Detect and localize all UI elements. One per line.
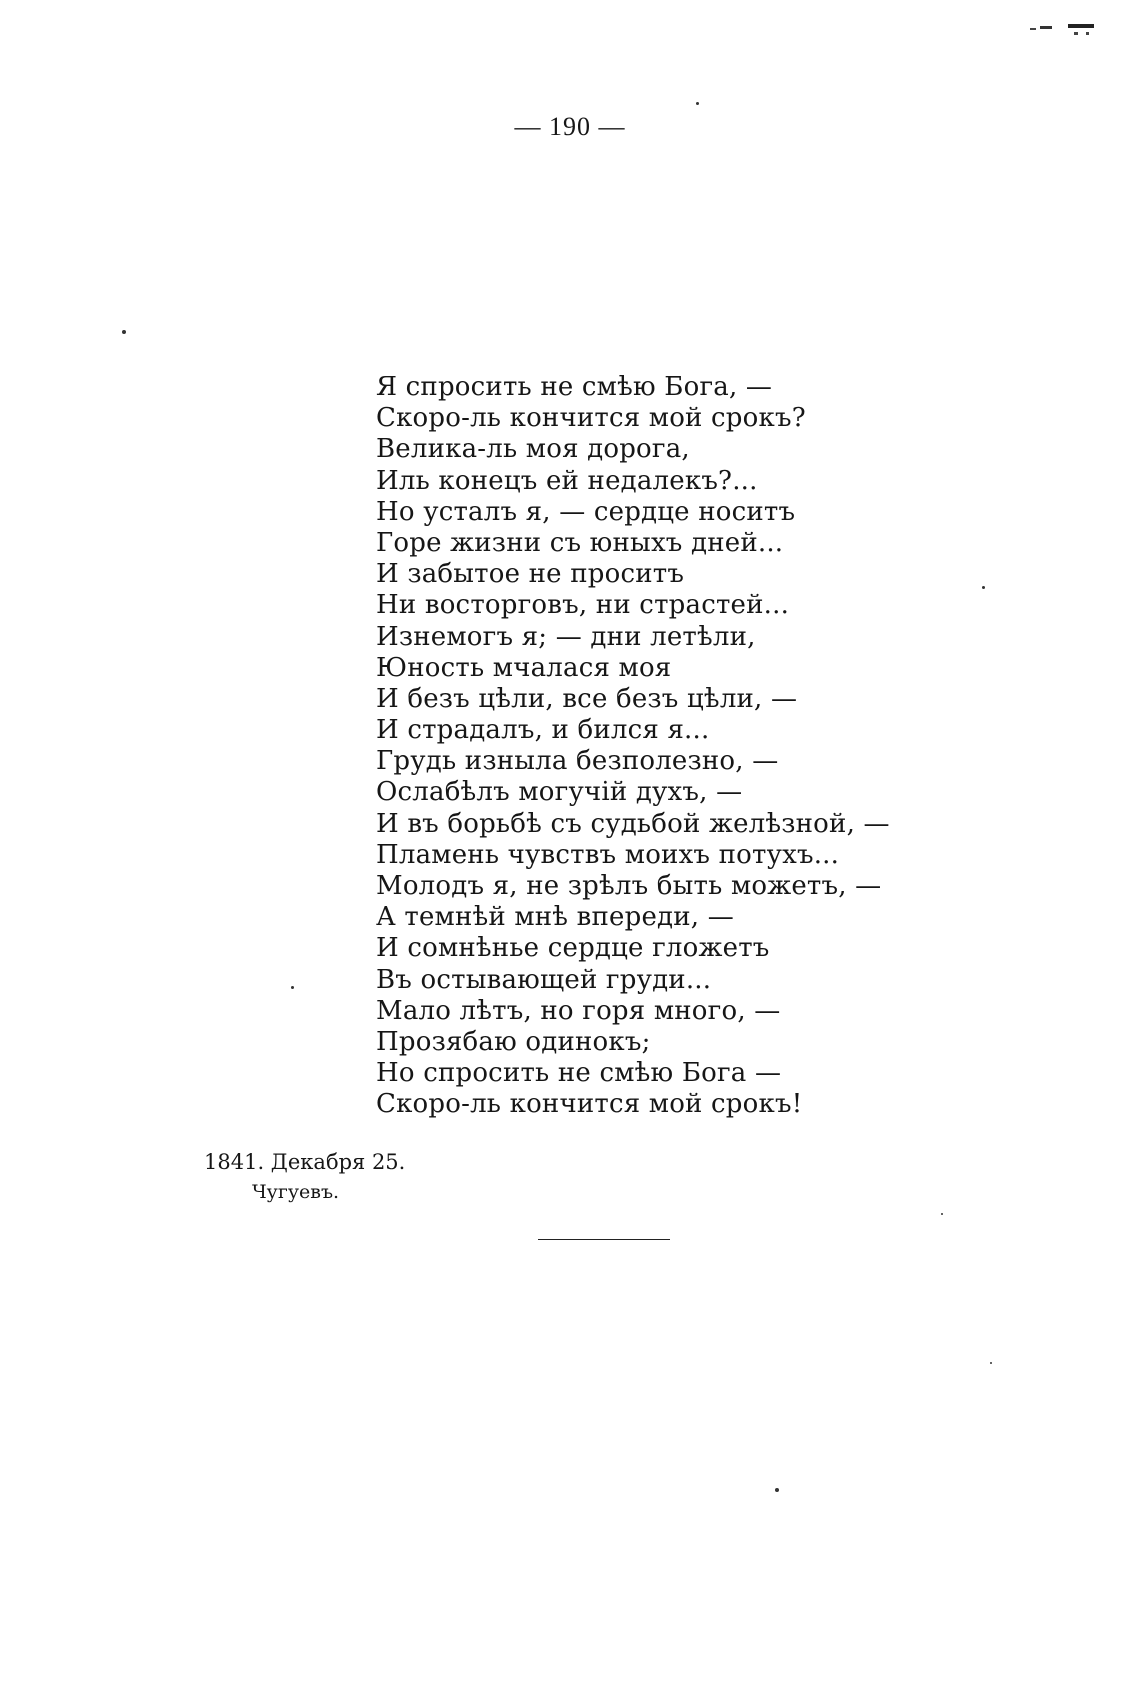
scan-speck xyxy=(775,1488,779,1492)
poem-line: Скоро-ль кончится мой срокъ! xyxy=(376,1089,803,1120)
poem-line: И забытое не проситъ xyxy=(376,559,685,590)
poem-line: Грудь изныла безполезно, — xyxy=(376,746,779,777)
poem-line: Мало лѣтъ, но горя много, — xyxy=(376,995,781,1026)
place-text: Чугуевъ. xyxy=(252,1181,340,1203)
poem-line: Въ остывающей груди... xyxy=(376,964,712,995)
scan-speck xyxy=(941,1213,943,1215)
poem-line: Горе жизни съ юныхъ дней... xyxy=(376,527,784,558)
poem-line: Юность мчалася моя xyxy=(376,652,672,683)
poem-line: Ни восторговъ, ни страстей... xyxy=(376,590,790,621)
page-number: — 190 — xyxy=(514,112,626,141)
section-divider xyxy=(538,1239,670,1240)
poem-line: Иль конецъ ей недалекъ?... xyxy=(376,465,758,496)
poem-line: А темнѣй мнѣ впереди, — xyxy=(376,902,734,933)
poem-line: Изнемогъ я; — дни летѣли, xyxy=(376,621,756,652)
poem-line: И въ борьбѣ съ судьбой желѣзной, — xyxy=(376,808,890,839)
poem-line: Пламень чувствъ моихъ потухъ... xyxy=(376,839,840,870)
poem-line: Прозябаю одинокъ; xyxy=(376,1026,651,1057)
scan-speck xyxy=(990,1362,992,1364)
poem-line: Ослабѣлъ могучій духъ, — xyxy=(376,777,743,808)
scan-speck xyxy=(291,986,294,989)
date-text: 1841. Декабря 25. xyxy=(204,1150,406,1174)
poem-line: Скоро-ль кончится мой срокъ? xyxy=(376,403,806,434)
scan-speck xyxy=(982,586,985,589)
scan-artifact-mark xyxy=(1030,20,1100,40)
poem-line: Но спросить не смѣю Бога — xyxy=(376,1058,782,1089)
scan-speck xyxy=(696,102,699,105)
poem-line: Молодъ я, не зрѣлъ быть можетъ, — xyxy=(376,871,882,901)
scan-speck xyxy=(122,330,126,334)
dateline xyxy=(204,1147,405,1207)
poem-line: Велика-ль моя дорога, xyxy=(376,434,690,465)
poem-line: И сомнѣнье сердце гложетъ xyxy=(376,933,770,964)
poem-line: И безъ цѣли, все безъ цѣли, — xyxy=(376,683,798,714)
poem-line: Я спросить не смѣю Бога, — xyxy=(376,372,773,402)
poem-line: И страдалъ, и бился я... xyxy=(376,715,710,746)
poem-line: Но усталъ я, — сердце носитъ xyxy=(376,496,796,527)
poem xyxy=(376,372,956,1121)
